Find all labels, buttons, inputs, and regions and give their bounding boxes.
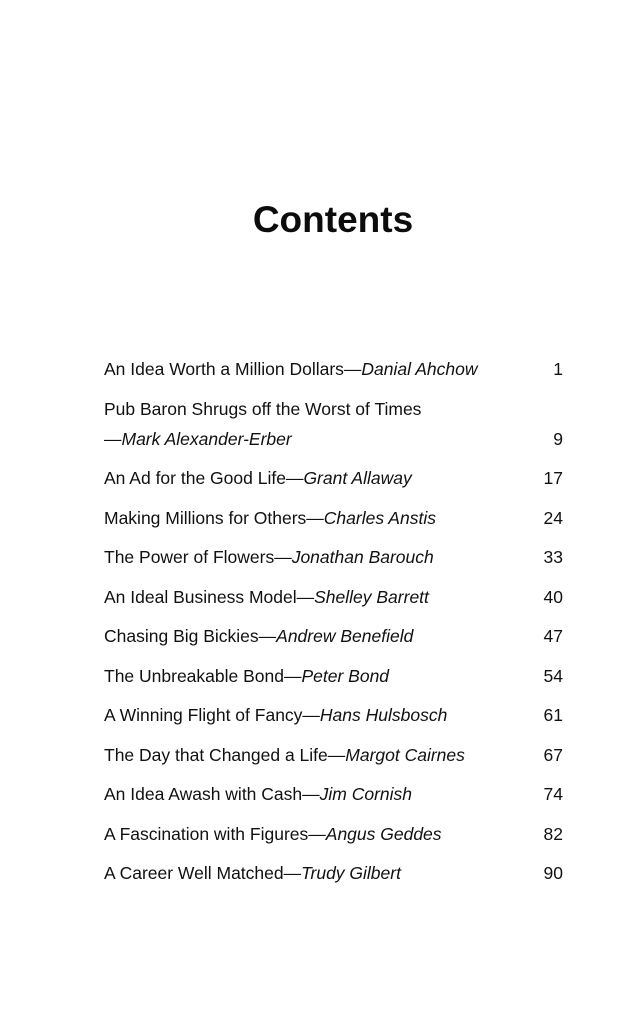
toc-entry[interactable] [104,819,563,849]
entry-text [104,700,515,730]
entry-text [104,463,515,493]
page-title: Contents [252,199,414,240]
entry-text [104,858,515,888]
entry-title: An Ad for the Good Life [104,468,286,488]
entry-title: The Unbreakable Bond [104,665,284,686]
entry-author: —Mark Alexander-Erber [104,428,292,449]
entry-page-number: 90 [543,863,563,883]
entry-page-number: 33 [543,547,563,567]
entry-text [104,661,515,691]
toc-entry[interactable] [104,354,563,384]
entry-text [104,503,515,533]
entry-text [104,740,515,770]
entry-title: A Winning Flight of Fancy [104,705,303,725]
entry-text [104,779,515,809]
entry-author: —Andrew Benefield [258,626,414,646]
entry-page-number: 82 [543,823,563,844]
entry-title: A Career Well Matched [104,863,284,883]
toc-entry[interactable] [104,740,563,770]
entry-page-number: 67 [543,744,563,765]
toc-entry[interactable] [104,503,563,533]
entry-author: —Trudy Gilbert [283,863,401,883]
entry-page-number: 61 [543,705,563,725]
entry-author: —Jim Cornish [302,784,413,804]
entry-author: —Angus Geddes [308,823,442,844]
entry-author: —Jonathan Barouch [274,547,434,567]
toc-entry[interactable] [104,779,563,809]
toc-entry[interactable] [104,542,563,572]
toc-entry[interactable] [104,700,563,730]
entry-title: An Idea Awash with Cash [104,784,303,804]
entry-author: —Danial Ahchow [343,359,478,379]
toc-entry[interactable] [104,463,563,493]
entry-page-number: 17 [543,468,563,488]
entry-title: Making Millions for Others [104,507,307,528]
entry-title: An Ideal Business Model [104,586,297,607]
entry-title: An Idea Worth a Million Dollars [104,359,344,379]
entry-text [104,582,515,612]
entry-page-number: 40 [543,586,563,607]
entry-text [104,354,515,384]
entry-text [104,542,515,572]
toc-entry[interactable] [104,661,563,691]
toc-entry[interactable] [104,394,563,454]
entry-page-number: 47 [543,626,563,646]
entry-author: —Peter Bond [283,665,390,686]
toc-entry[interactable] [104,858,563,888]
table-of-contents [104,354,563,898]
entry-page-number: 74 [543,784,563,804]
entry-author: —Charles Anstis [306,507,436,528]
entry-author: —Hans Hulsbosch [302,705,448,725]
entry-page-number: 9 [553,428,563,449]
toc-entry[interactable] [104,582,563,612]
entry-text [104,621,515,651]
entry-author: —Grant Allaway [285,468,412,488]
entry-page-number: 54 [543,665,563,686]
toc-entry[interactable] [104,621,563,651]
entry-title: Pub Baron Shrugs off the Worst of Times [104,398,422,419]
entry-title: A Fascination with Figures [104,823,309,844]
entry-page-number: 24 [543,507,563,528]
entry-page-number: 1 [553,359,563,379]
entry-author: —Margot Cairnes [327,744,465,765]
entry-title: The Power of Flowers [104,547,275,567]
entry-title: Chasing Big Bickies [104,626,259,646]
entry-title: The Day that Changed a Life [104,744,328,765]
entry-author: —Shelley Barrett [296,586,429,607]
entry-text [104,819,515,849]
